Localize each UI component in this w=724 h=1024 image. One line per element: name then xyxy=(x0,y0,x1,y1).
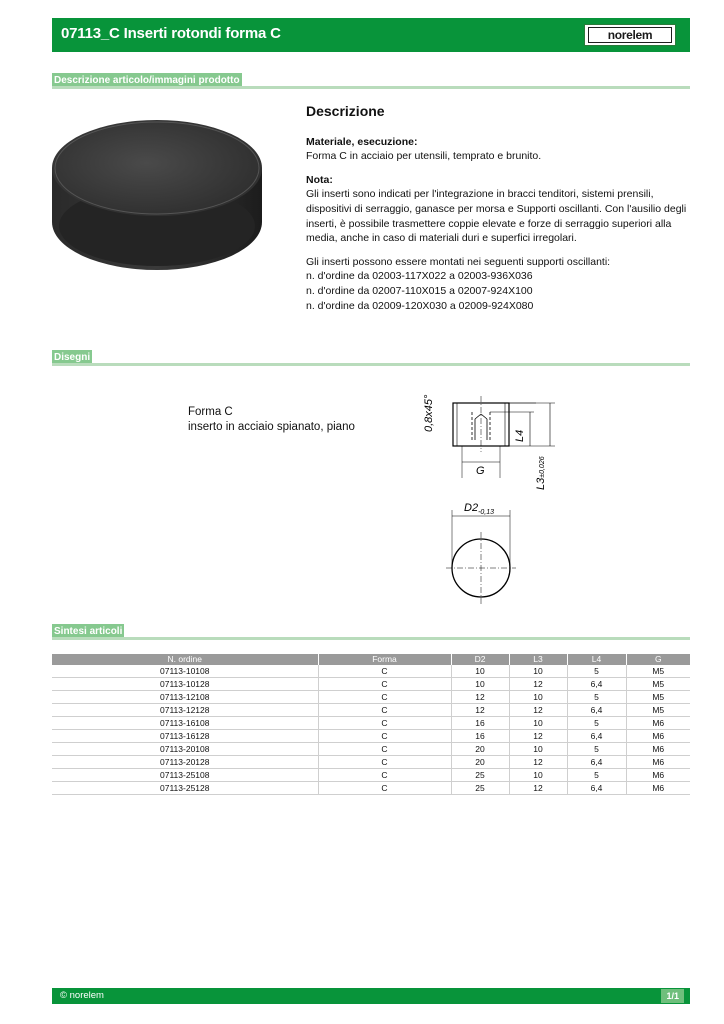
table-row xyxy=(52,717,690,730)
table-cell: 20 xyxy=(451,756,509,769)
table-cell: 10 xyxy=(509,769,567,782)
articles-table xyxy=(52,654,690,795)
g-label: G xyxy=(476,465,485,477)
note-line: media, anche in caso di materiali duri e superfici irregolari. xyxy=(306,232,577,245)
table-cell: 6,4 xyxy=(567,678,626,691)
note-line: Gli inserti sono indicati per l'integrazione in bracci tenditori, sistemi prensili, xyxy=(306,188,654,201)
note-label: Nota: xyxy=(306,173,333,186)
table-cell: 6,4 xyxy=(567,782,626,795)
table-cell: 6,4 xyxy=(567,730,626,743)
table-cell: 20 xyxy=(451,743,509,756)
table-cell: 16 xyxy=(451,717,509,730)
table-cell: 10 xyxy=(509,665,567,678)
table-cell: M5 xyxy=(626,704,690,717)
drawing-caption xyxy=(188,405,355,435)
table-row xyxy=(52,743,690,756)
mount-line: Gli inserti possono essere montati nei seguenti supporti oscillanti: xyxy=(306,255,611,268)
table-cell: 16 xyxy=(451,730,509,743)
mount-line: n. d'ordine da 02003-117X022 a 02003-936X036 xyxy=(306,270,533,283)
table-cell: 25 xyxy=(451,782,509,795)
table-row xyxy=(52,769,690,782)
table-row xyxy=(52,782,690,795)
note-line: inserti, è possibile trasmettere coppie elevate e forze di serraggio superiori alla xyxy=(306,217,672,230)
table-cell: 07113-20128 xyxy=(52,756,318,769)
table-cell: M5 xyxy=(626,665,690,678)
column-header-order-number: N. ordine xyxy=(52,654,318,665)
table-cell: 12 xyxy=(509,730,567,743)
mount-line: n. d'ordine da 02007-110X015 a 02007-924X100 xyxy=(306,284,533,297)
section-rule xyxy=(52,86,690,89)
table-cell: C xyxy=(318,756,451,769)
technical-drawing xyxy=(410,382,570,612)
table-cell: 12 xyxy=(509,782,567,795)
drawing-caption-text: inserto in acciaio spianato, piano xyxy=(188,421,355,433)
copyright: © norelem xyxy=(60,990,104,1001)
section-label: Descrizione articolo/immagini prodotto xyxy=(52,73,242,89)
table-cell: 07113-10108 xyxy=(52,665,318,678)
mount-line: n. d'ordine da 02009-120X030 a 02009-924X080 xyxy=(306,299,534,312)
section-header-summary xyxy=(52,624,690,640)
table-cell: 5 xyxy=(567,743,626,756)
table-cell: 07113-16108 xyxy=(52,717,318,730)
table-cell: M6 xyxy=(626,743,690,756)
table-cell: M6 xyxy=(626,782,690,795)
table-header-row xyxy=(52,654,690,665)
table-cell: 10 xyxy=(509,717,567,730)
table-cell: 07113-10128 xyxy=(52,678,318,691)
table-cell: 25 xyxy=(451,769,509,782)
table-cell: M6 xyxy=(626,730,690,743)
section-header-drawings xyxy=(52,350,690,366)
table-cell: M6 xyxy=(626,769,690,782)
section-label: Sintesi articoli xyxy=(52,624,124,640)
table-row xyxy=(52,730,690,743)
table-row xyxy=(52,756,690,769)
l3-label: L3±0,026 xyxy=(535,456,547,490)
table-cell: 12 xyxy=(509,678,567,691)
table-cell: C xyxy=(318,730,451,743)
section-rule xyxy=(52,637,690,640)
section-label: Disegni xyxy=(52,350,92,366)
table-cell: C xyxy=(318,665,451,678)
table-cell: C xyxy=(318,743,451,756)
table-cell: 10 xyxy=(451,665,509,678)
chamfer-label: 0,8x45° xyxy=(423,394,435,432)
material-text: Forma C in acciaio per utensili, temprato e brunito. xyxy=(306,150,542,163)
column-header-l3: L3 xyxy=(509,654,567,665)
brand-logo xyxy=(584,24,676,46)
table-cell: C xyxy=(318,782,451,795)
table-cell: M6 xyxy=(626,717,690,730)
table-cell: 5 xyxy=(567,691,626,704)
description-block xyxy=(306,104,690,322)
column-header-d2: D2 xyxy=(451,654,509,665)
table-cell: 07113-20108 xyxy=(52,743,318,756)
column-header-form: Forma xyxy=(318,654,451,665)
table-cell: 10 xyxy=(451,678,509,691)
table-cell: 07113-12108 xyxy=(52,691,318,704)
table-cell: 6,4 xyxy=(567,704,626,717)
table-cell: 10 xyxy=(509,743,567,756)
section-rule xyxy=(52,363,690,366)
table-cell: 07113-25128 xyxy=(52,782,318,795)
table-cell: 5 xyxy=(567,665,626,678)
table-cell: 12 xyxy=(509,704,567,717)
table-cell: 5 xyxy=(567,769,626,782)
footer-bar xyxy=(52,988,690,1004)
table-cell: C xyxy=(318,704,451,717)
table-cell: M6 xyxy=(626,756,690,769)
table-cell: 12 xyxy=(509,756,567,769)
table-row xyxy=(52,678,690,691)
table-cell: 6,4 xyxy=(567,756,626,769)
table-cell: 12 xyxy=(451,691,509,704)
drawing-caption-form: Forma C xyxy=(188,406,233,418)
table-row xyxy=(52,665,690,678)
table-cell: M5 xyxy=(626,691,690,704)
column-header-l4: L4 xyxy=(567,654,626,665)
description-heading: Descrizione xyxy=(306,103,385,119)
column-header-g: G xyxy=(626,654,690,665)
page-title: 07113_C Inserti rotondi forma C xyxy=(61,25,281,42)
table-cell: 07113-25108 xyxy=(52,769,318,782)
table-cell: C xyxy=(318,717,451,730)
page-number: 1/1 xyxy=(661,989,684,1003)
table-cell: 07113-12128 xyxy=(52,704,318,717)
material-label: Materiale, esecuzione: xyxy=(306,135,418,148)
l4-label: L4 xyxy=(514,429,526,442)
product-image xyxy=(48,110,266,272)
table-cell: 07113-16128 xyxy=(52,730,318,743)
section-header-description xyxy=(52,73,690,89)
d2-label: $D2_{-0,13}$ xyxy=(464,502,495,516)
table-cell: 5 xyxy=(567,717,626,730)
table-cell: M5 xyxy=(626,678,690,691)
table-cell: 12 xyxy=(451,704,509,717)
header-bar xyxy=(52,18,690,52)
note-line: dispositivi di serraggio, ganasce per morsa e Supporti oscillanti. Con l'ausilio degli xyxy=(306,202,687,215)
brand-logo-text: norelem xyxy=(588,27,672,43)
table-row xyxy=(52,691,690,704)
table-cell: 10 xyxy=(509,691,567,704)
table-cell: C xyxy=(318,691,451,704)
table-cell: C xyxy=(318,678,451,691)
table-row xyxy=(52,704,690,717)
table-cell: C xyxy=(318,769,451,782)
